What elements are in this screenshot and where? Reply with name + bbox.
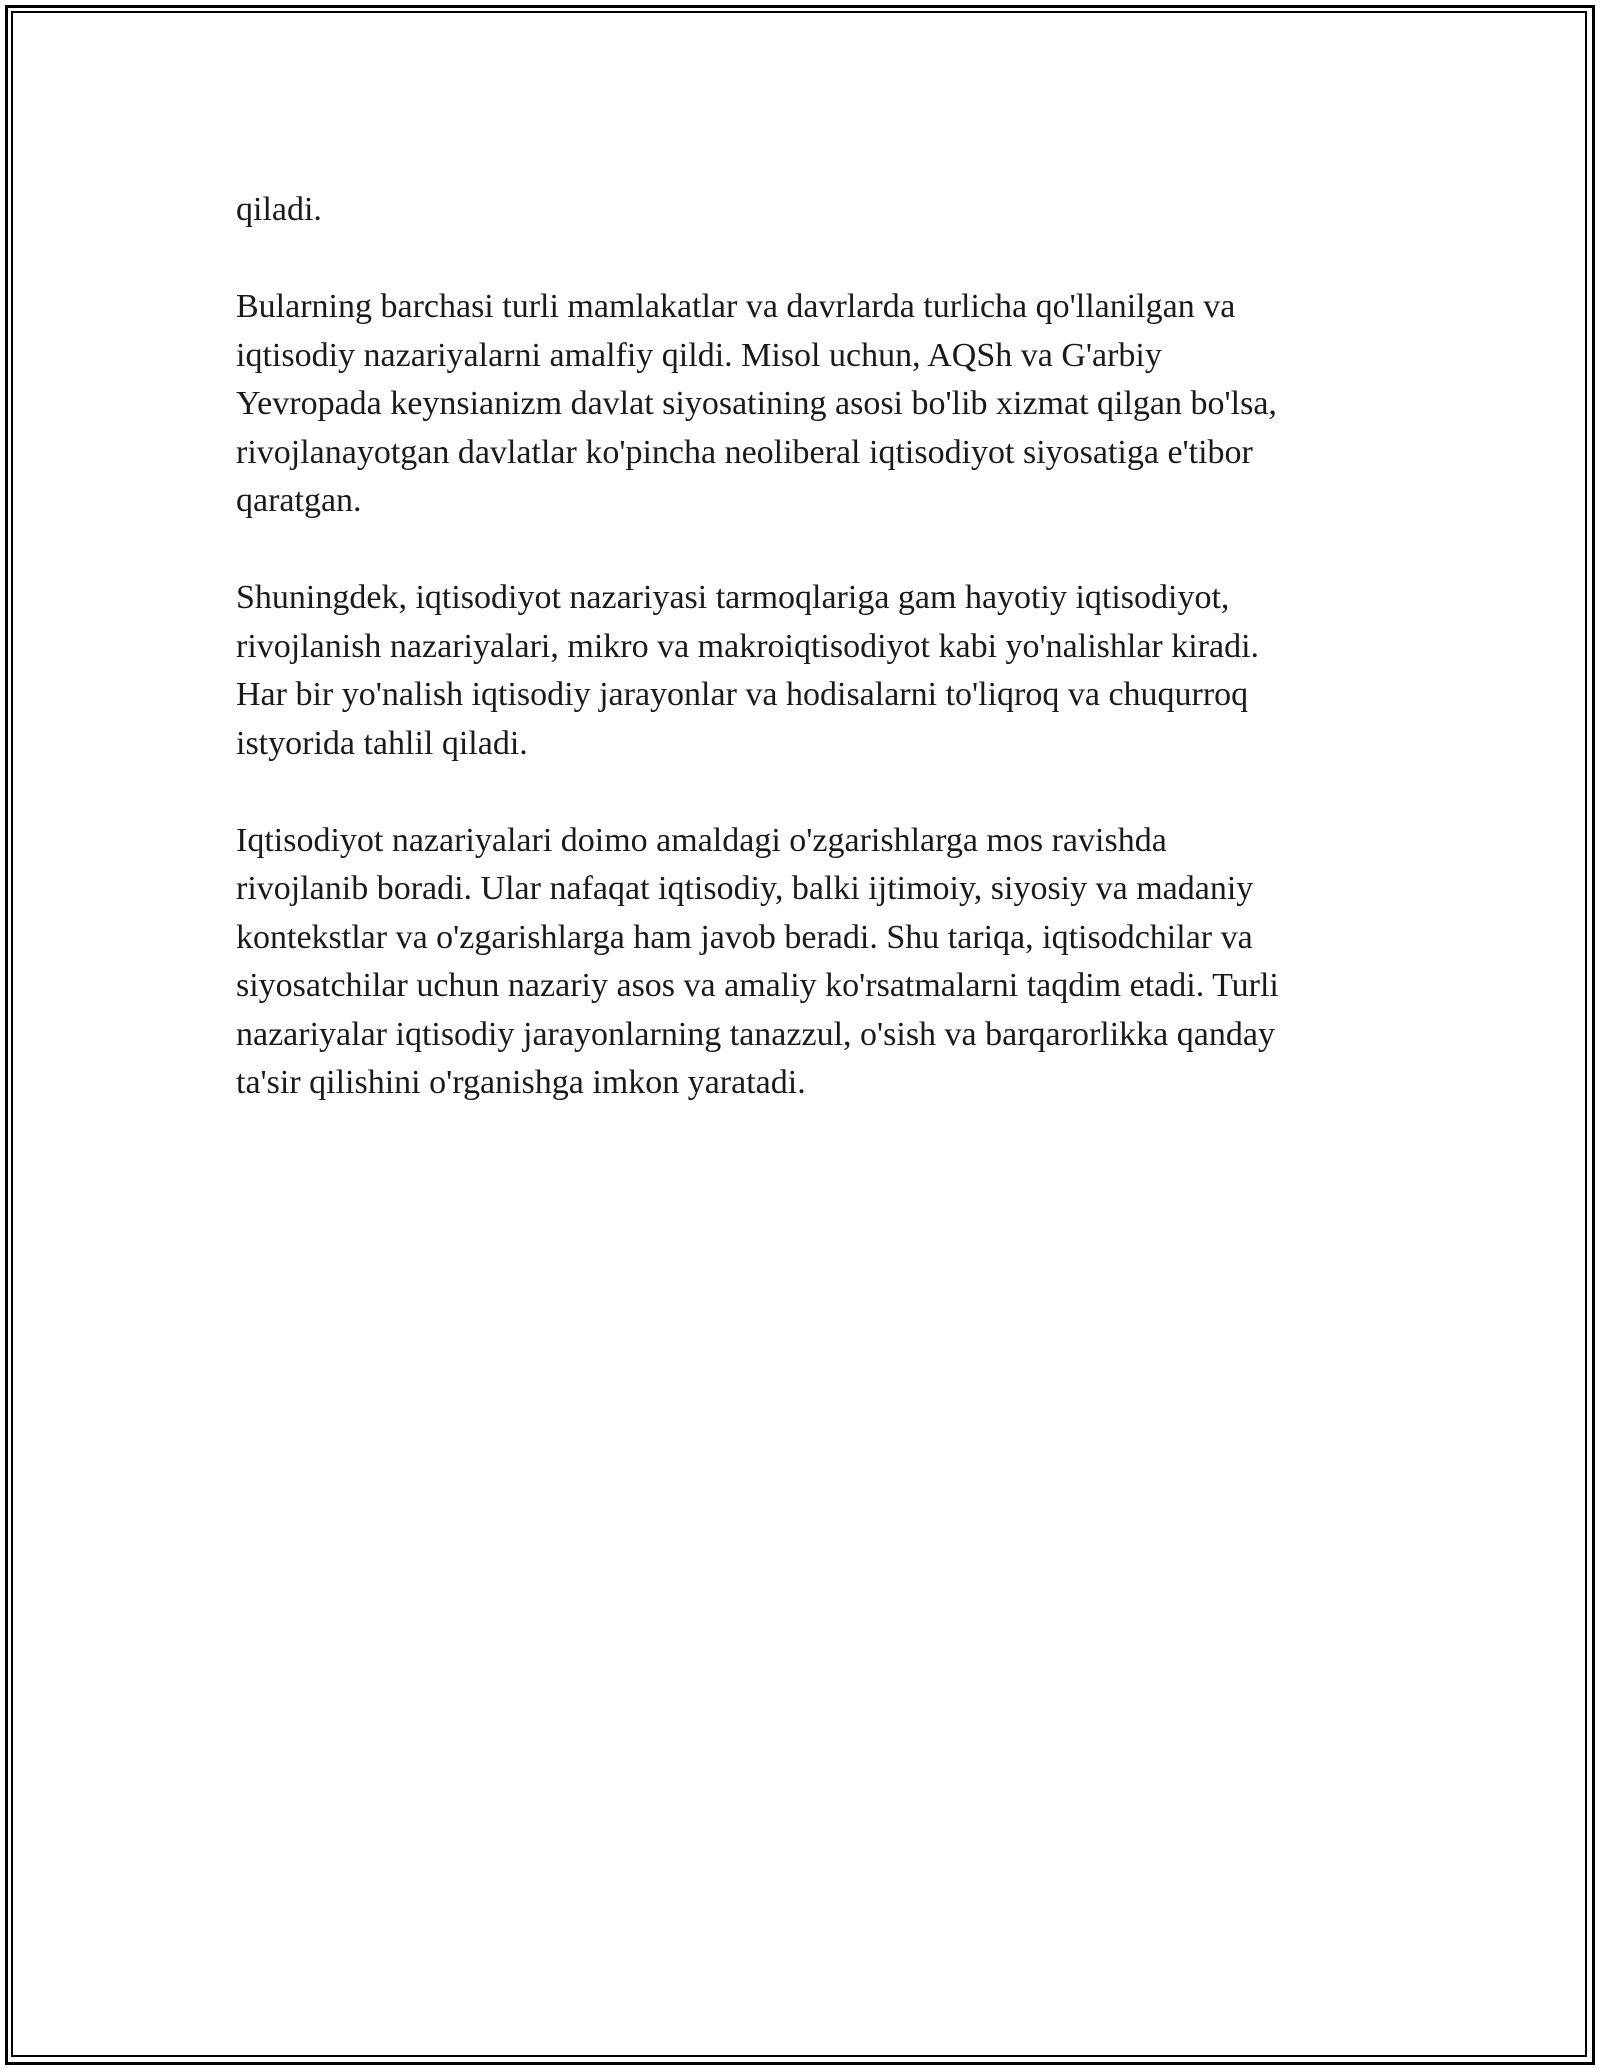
paragraph-evolution: Iqtisodiyot nazariyalari doimo amaldagi o'zgarishlarga mos ravishda rivojlanib boradi. Ular nafaqat iqtisodiy, balki ijtimoiy, siyosiy va madaniy kontekstlar va o'zgarishlarga ham javob beradi. Shu tariqa, iqtisodchilar va siyosatchilar uchun nazariy asos va amaliy ko'rsatmalarni taqdim etadi. Turli nazariyalar iqtisodiy jarayonlarning tanazzul, o'sish va barqarorlikka qanday ta'sir qilishini o'rganishga imkon yaratadi. — [236, 821, 1279, 1101]
paragraph-branches: Shuningdek, iqtisodiyot nazariyasi tarmoqlariga gam hayotiy iqtisodiyot, rivojlanish nazariyalari, mikro va makroiqtisodiyot kabi yo'nalishlar kiradi. Har bir yo'nalish iqtisodiy jarayonlar va hodisalarni to'liqroq va chuqurroq istyorida tahlil qiladi. — [236, 579, 1260, 762]
paragraph-keynesianism: Bularning barchasi turli mamlakatlar va davrlarda turlicha qo'llanilgan va iqtisodiy nazariyalarni amalfiy qildi. Misol uchun, AQSh va G'arbiy Yevropada keynsianizm davlat siyosatining asosi bo'lib xizmat qilgan bo'lsa, rivojlanayotgan davlatlar ko'pincha neoliberal iqtisodiyot siyosatiga e'tibor qaratgan. — [236, 288, 1277, 519]
paragraph-continuation: qiladi. — [236, 191, 322, 228]
document-body — [236, 186, 1376, 1156]
